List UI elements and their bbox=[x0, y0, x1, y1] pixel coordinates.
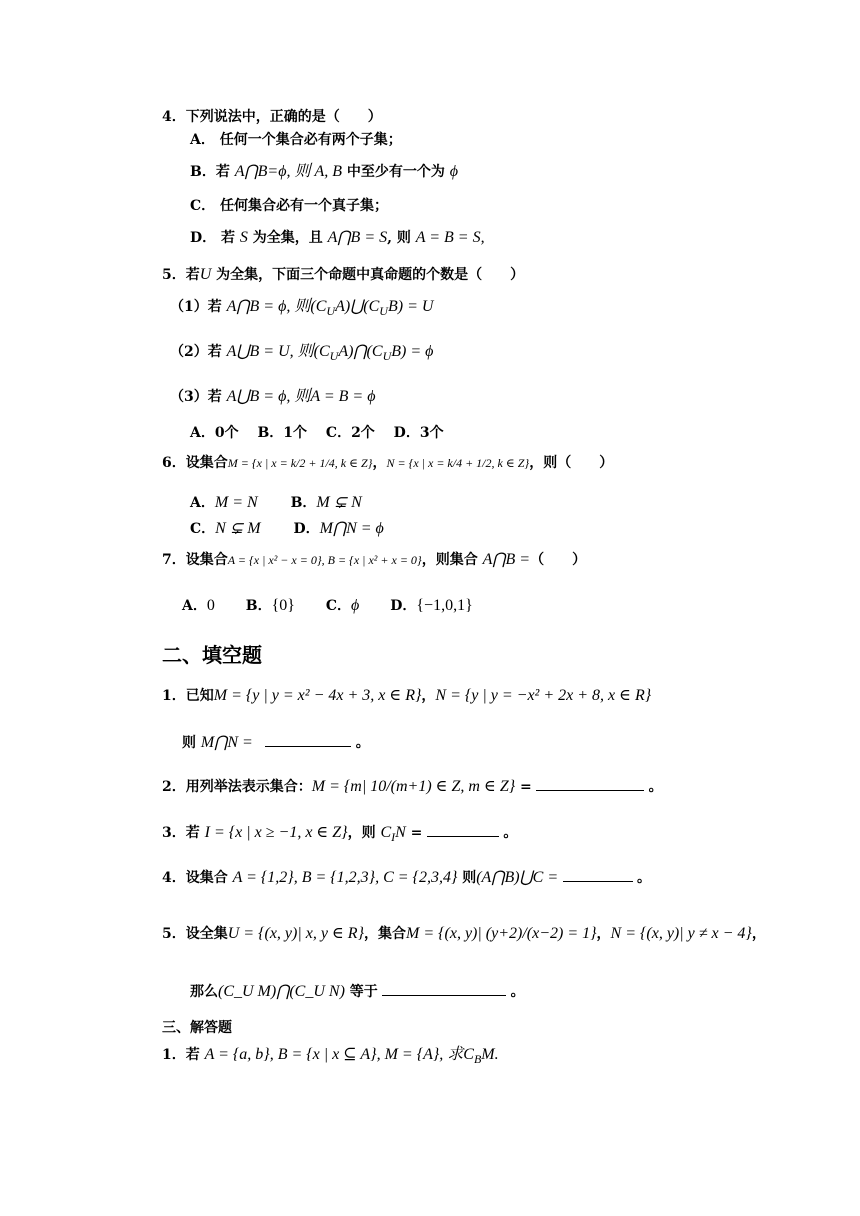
q4-option-c: C． 任何集合必有一个真子集； bbox=[190, 198, 389, 214]
section-fill-in-title: 二、填空题 bbox=[162, 643, 262, 667]
q4-stem: 4．下列说法中，正确的是（ ） bbox=[162, 109, 382, 125]
fill-question-3: 3．若 I = {x | x ≥ −1, x ∈ Z}，则 $C_IN$ = 。 bbox=[162, 824, 518, 844]
fill-blank-5[interactable] bbox=[382, 981, 506, 996]
fill-blank-2[interactable] bbox=[536, 776, 644, 791]
fill-question-1-answer: 则 M⋂N = 。 bbox=[182, 734, 370, 751]
q5-stem: 5．若U 为全集，下面三个命题中真命题的个数是（ ） bbox=[162, 266, 525, 283]
fill-blank-3[interactable] bbox=[427, 822, 499, 837]
q7-stem: 7．设集合A = {x | x² − x = 0}, B = {x | x² + x = 0}，则集合 A⋂B =（ ） bbox=[162, 551, 587, 568]
fill-blank-4[interactable] bbox=[563, 867, 633, 882]
fill-question-5-answer: 那么(C_U M)⋂(C_U N) 等于 。 bbox=[190, 983, 525, 1000]
q4-option-a: A． 任何一个集合必有两个子集； bbox=[190, 132, 402, 148]
fill-question-2: 2．用列举法表示集合：M = {m| 10/(m+1) ∈ Z, m ∈ Z} = 。 bbox=[162, 778, 663, 795]
q6-stem: 6．设集合M = {x | x = k/2 + 1/4, k ∈ Z}，N = {x | x = k/4 + 1/2, k ∈ Z}，则（ ） bbox=[162, 455, 614, 471]
fill-question-4: 4．设集合 A = {1,2}, B = {1,2,3}, C = {2,3,4} 则(A⋂B)⋃C = 。 bbox=[162, 869, 652, 886]
fill-question-5: 5．设全集U = {(x, y)| x, y ∈ R}，集合M = {(x, y)| (y+2)/(x−2) = 1}，N = {(x, y)| y ≠ x − 4}， bbox=[162, 925, 766, 942]
q4-option-b: B．若 A⋂B=ϕ, 则 A, B 中至少有一个为 ϕ bbox=[190, 163, 459, 180]
fill-question-1: 1．已知M = {y | y = x² − 4x + 3, x ∈ R}，N = {y | y = −x² + 2x + 8, x ∈ R} bbox=[162, 687, 652, 704]
q6-options-row-1: A．M = N B．M ⊊ N bbox=[190, 494, 362, 511]
q5-options: A．0个 B．1个 C．2个 D．3个 bbox=[190, 425, 444, 441]
q5-statement-1: （1）若 A⋂B = ϕ, 则$(C_UA)⋃(C_UB) = U$ bbox=[170, 298, 434, 318]
q5-statement-2: （2）若 A⋃B = U, 则$(C_UA)⋂(C_UB) = \phi$ bbox=[170, 343, 434, 363]
q5-statement-3: （3）若 A⋃B = ϕ, 则A = B = ϕ bbox=[170, 388, 376, 405]
q4-option-d: D． 若 S 为全集，且 A⋂B = S, 则 A = B = S, bbox=[190, 229, 485, 246]
fill-blank-1[interactable] bbox=[265, 732, 351, 747]
section-answer-title: 三、解答题 bbox=[162, 1020, 232, 1036]
answer-question-1: 1．若 A = {a, b}, B = {x | x ⊆ A}, M = {A}, 求$C_BM$. bbox=[162, 1046, 499, 1066]
q7-options: A．0 B．{0} C．ϕ D．{−1,0,1} bbox=[182, 597, 473, 614]
q6-options-row-2: C．N ⊊ M D．M⋂N = ϕ bbox=[190, 520, 384, 537]
